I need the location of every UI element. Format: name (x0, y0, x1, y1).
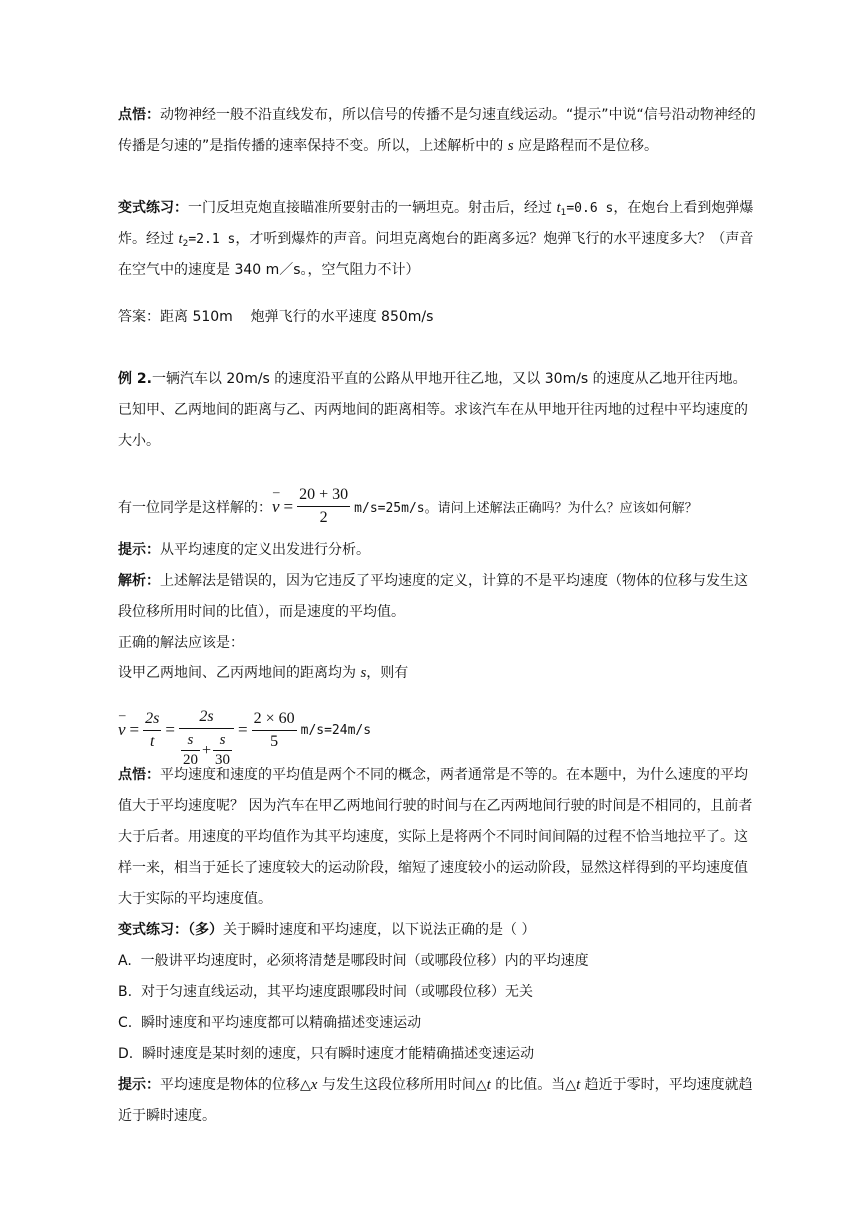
fraction-denominator: 2 (297, 506, 350, 529)
f3-denominator: 5 (252, 730, 297, 753)
sub-1: 1 (560, 208, 567, 218)
equals-sign-1: = (129, 720, 140, 739)
insight-paragraph-2 (118, 760, 758, 915)
var-t1: t (556, 200, 561, 216)
hint2-text-a: 平均速度是物体的位移△ (160, 1077, 311, 1093)
sub-2: 2 (182, 239, 189, 249)
insight-text-b: 应是路程而不是位移。 (513, 138, 658, 154)
insight-label: 点悟： (118, 107, 160, 123)
answer-line (118, 302, 758, 333)
insight-text-a: 动物神经一般不沿直线发布，所以信号的传播不是匀速直线运动。“提示”中说“信号沿动物神经的传播是匀速的”是指传播的速率保持不变。所以，上述解析中的 (118, 107, 756, 154)
practice-question: 关于瞬时速度和平均速度，以下说法正确的是（ ） (223, 922, 536, 938)
formula-result: m/s=24m/s (300, 722, 372, 738)
student-text-b: m/s=25m/s。请问上述解法正确吗？为什么？应该如何解？ (354, 501, 698, 516)
option-d (118, 1039, 758, 1070)
equals-sign-3: = (238, 720, 248, 739)
var-s-setup: s (360, 665, 367, 681)
fraction-numerator: 20 + 30 (299, 486, 349, 503)
practice-text-c: ，才听到爆炸的声音。问坦克离炮台的距离多远？炮弹飞行的水平速度多大？（声音在空气中的速度是 340 m／s。，空气阻力不计） (118, 231, 754, 278)
var-t2: t (178, 231, 183, 247)
v-bar-symbol: – v (272, 497, 280, 517)
plus-sign: + (201, 741, 211, 759)
option-a-text: A. 一般讲平均速度时，必须将清楚是哪段时间（或哪段位移）内的平均速度 (118, 953, 589, 969)
insight-paragraph-1 (118, 100, 758, 162)
fraction-120-over-5 (252, 708, 297, 753)
correct-formula (118, 690, 371, 770)
hint-paragraph-2 (118, 1070, 758, 1132)
var-s: s (507, 138, 514, 154)
hint-text: 从平均速度的定义出发进行分析。 (160, 542, 370, 558)
t1-value: =0.6 s (566, 201, 614, 216)
practice-label: 变式练习： (118, 200, 188, 216)
f2a-denominator: 20 (182, 752, 198, 768)
hint-paragraph-1 (118, 535, 758, 566)
correct-method-line (118, 628, 758, 659)
f2a-numerator: s (187, 732, 194, 748)
v-bar-symbol-2: – v (118, 720, 126, 740)
practice-text-a: 一门反坦克炮直接瞄准所要射击的一辆坦克。射击后，经过 (188, 200, 557, 216)
fraction-naive (297, 484, 350, 529)
option-c-text: C. 瞬时速度和平均速度都可以精确描述变速运动 (118, 1015, 422, 1031)
correct-text: 正确的解法应该是： (118, 635, 244, 651)
hint2-text-d: 趋近于零时，平均速度就趋近于瞬时速度。 (118, 1077, 753, 1124)
student-solution (118, 484, 698, 529)
t2-value: =2.1 s (188, 232, 236, 247)
setup-text-b: ，则有 (366, 665, 409, 681)
f3-numerator: 2 × 60 (253, 709, 295, 727)
example-text: 一辆汽车以 20m/s 的速度沿平直的公路从甲地开往乙地，又以 30m/s 的速度从乙地开往丙地。已知甲、乙两地间的距离与乙、丙两地间的距离相等。求该汽车在从甲地开往丙地的过程中平均速度的大小。 (118, 371, 748, 449)
hint-label: 提示： (118, 542, 160, 558)
practice-text-b: ，在炮台上看到炮弹爆炸。经过 (118, 200, 754, 247)
analysis-label: 解析： (118, 573, 160, 589)
fraction-2s-over-t (143, 708, 161, 753)
analysis-paragraph (118, 566, 758, 628)
example-label: 例 2. (118, 371, 152, 387)
practice-label-2: 变式练习：（多） (118, 922, 223, 938)
insight-text-2: 平均速度和速度的平均值是两个不同的概念，两者通常是不等的。在本题中，为什么速度的平均值大于平均速度呢？ 因为汽车在甲乙两地间行驶的时间与在乙丙两地间行驶的时间是不相同的，且前者大于后者。用速度的平均值作为其平均速度，实际上是将两个不同时间间隔的过程不恰当地拉平了。这样一来，相当于延长了速度较大的运动阶段，缩短了速度较小的运动阶段，显然这样得到的平均速度值大于实际的平均速度值。 (118, 767, 753, 907)
hint2-text-c: 的比值。当△ (490, 1077, 577, 1093)
option-d-text: D. 瞬时速度是某时刻的速度，只有瞬时速度才能精确描述变速运动 (118, 1046, 535, 1062)
option-b-text: B. 对于匀速直线运动，其平均速度跟哪段时间（或哪段位移）无关 (118, 984, 533, 1000)
var-x: x (310, 1077, 318, 1093)
var-t-delta-2: t (576, 1077, 581, 1093)
hint2-text-b: 与发生这段位移所用时间△ (317, 1077, 487, 1093)
f2-numerator: 2s (199, 708, 214, 725)
analysis-text: 上述解法是错误的，因为它违反了平均速度的定义，计算的不是平均速度（物体的位移与发生这段位移所用时间的比值），而是速度的平均值。 (118, 573, 748, 620)
answer-text: 答案：距离 510m 炮弹飞行的水平速度 850m/s (118, 309, 434, 325)
insight-label-2: 点悟： (118, 767, 160, 783)
f1-denominator: t (143, 730, 161, 753)
student-text-a: 有一位同学是这样解的： (118, 499, 272, 516)
equals-sign-2: = (165, 720, 175, 739)
equals-sign: = (283, 496, 294, 516)
setup-line (118, 658, 758, 689)
example-2 (118, 364, 758, 457)
f1-numerator: 2s (145, 709, 160, 727)
practice-paragraph-1 (118, 193, 758, 286)
hint-label-2: 提示： (118, 1077, 160, 1093)
setup-text-a: 设甲乙两地间、乙丙两地间的距离均为 (118, 665, 361, 681)
var-t-delta: t (486, 1077, 491, 1093)
option-a (118, 946, 758, 977)
f2b-denominator: 30 (215, 752, 230, 768)
option-b (118, 977, 758, 1008)
option-c (118, 1008, 758, 1039)
f2b-numerator: s (219, 732, 226, 748)
practice-paragraph-2 (118, 915, 758, 946)
